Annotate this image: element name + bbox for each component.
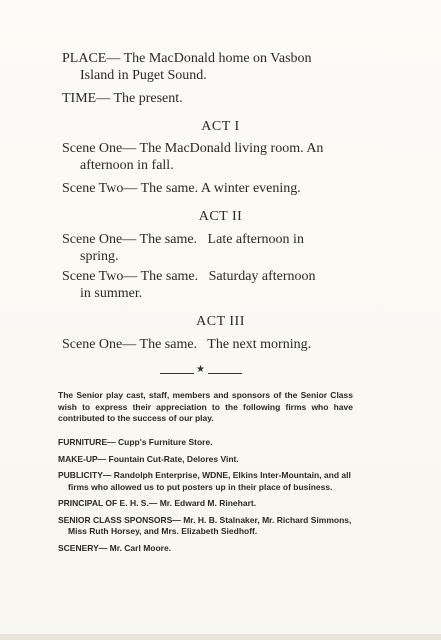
act-1-scene-1: [62, 140, 323, 158]
credit-furniture: [58, 437, 358, 449]
scene-label: Scene One—: [62, 141, 137, 156]
scene-text: The same. The next morning.: [139, 337, 312, 352]
act-1-scene-1-cont: afternoon in fall.: [80, 158, 174, 173]
credit-text: Cupp's Furniture Store.: [117, 437, 213, 447]
credits-list: [58, 437, 358, 559]
act-2-title: ACT II: [198, 209, 243, 224]
credit-text: Mr. Carl Moore.: [109, 542, 172, 553]
credit-label: PRINCIPAL OF E. H. S.—: [58, 498, 158, 508]
credit-principal: [58, 498, 358, 510]
place-text-2: Island in Puget Sound.: [80, 68, 207, 83]
credit-sponsors: [58, 515, 358, 538]
page-edge: [0, 634, 441, 640]
credit-label: MAKE-UP—: [58, 453, 107, 464]
credit-text: Mr. Edward M. Rinehart.: [159, 498, 257, 508]
scene-text: The same. A winter evening.: [140, 181, 301, 196]
divider-line-right: [208, 373, 242, 374]
place-text-1: The MacDonald home on Vasbon: [123, 51, 312, 66]
credit-scenery: [58, 543, 358, 555]
act-2-scene-1: [62, 231, 304, 249]
credit-label: PUBLICITY—: [58, 470, 112, 480]
star-icon: ★: [196, 364, 205, 375]
acknowledgement-text: The Senior play cast, staff, members and sponsors of the Senior Class wish to express their appreciation to the following firms who have contributed to the success of our play.: [58, 390, 353, 423]
scene-text: The same. Saturday afternoon: [140, 269, 316, 284]
scene-label: Scene Two—: [62, 269, 138, 284]
star-divider: [160, 364, 242, 378]
acknowledgement-intro: [58, 390, 353, 425]
time-label: TIME—: [62, 91, 111, 106]
credit-label: FURNITURE—: [58, 437, 116, 447]
act-2-scene-1-cont: spring.: [80, 249, 119, 264]
place-label: PLACE—: [62, 51, 121, 66]
credit-text: Fountain Cut-Rate, Delores Vint.: [108, 453, 239, 464]
scene-label: Scene One—: [62, 337, 137, 352]
act-1-title: ACT I: [201, 119, 240, 134]
credit-text: Randolph Enterprise, WDNE, Elkins Inter-Mountain, and all firms who allowed us to put posters up in their place of business.: [68, 470, 351, 492]
scene-label: Scene Two—: [62, 181, 138, 196]
act-1-scene-2: [62, 180, 301, 198]
time-line: [62, 90, 183, 108]
credit-makeup: [58, 454, 358, 466]
time-text: The present.: [113, 91, 183, 106]
place-line-1: [62, 50, 312, 68]
credit-publicity: [58, 470, 358, 493]
credit-text: Mr. H. B. Stalnaker, Mr. Richard Simmons, Miss Ruth Horsey, and Mrs. Elizabeth Siedhoff.: [68, 514, 352, 536]
act-2-scene-2-cont: in summer.: [80, 286, 143, 301]
scene-text: The MacDonald living room. An: [139, 141, 324, 156]
divider-line-left: [160, 373, 194, 374]
act-3-title: ACT III: [196, 314, 245, 329]
act-2-scene-2: [62, 268, 316, 286]
scene-label: Scene One—: [62, 232, 137, 247]
act-3-scene-1: [62, 336, 311, 354]
credit-label: SCENERY—: [58, 542, 108, 553]
credit-label: SENIOR CLASS SPONSORS—: [58, 514, 181, 525]
scene-text: The same. Late afternoon in: [139, 232, 304, 247]
